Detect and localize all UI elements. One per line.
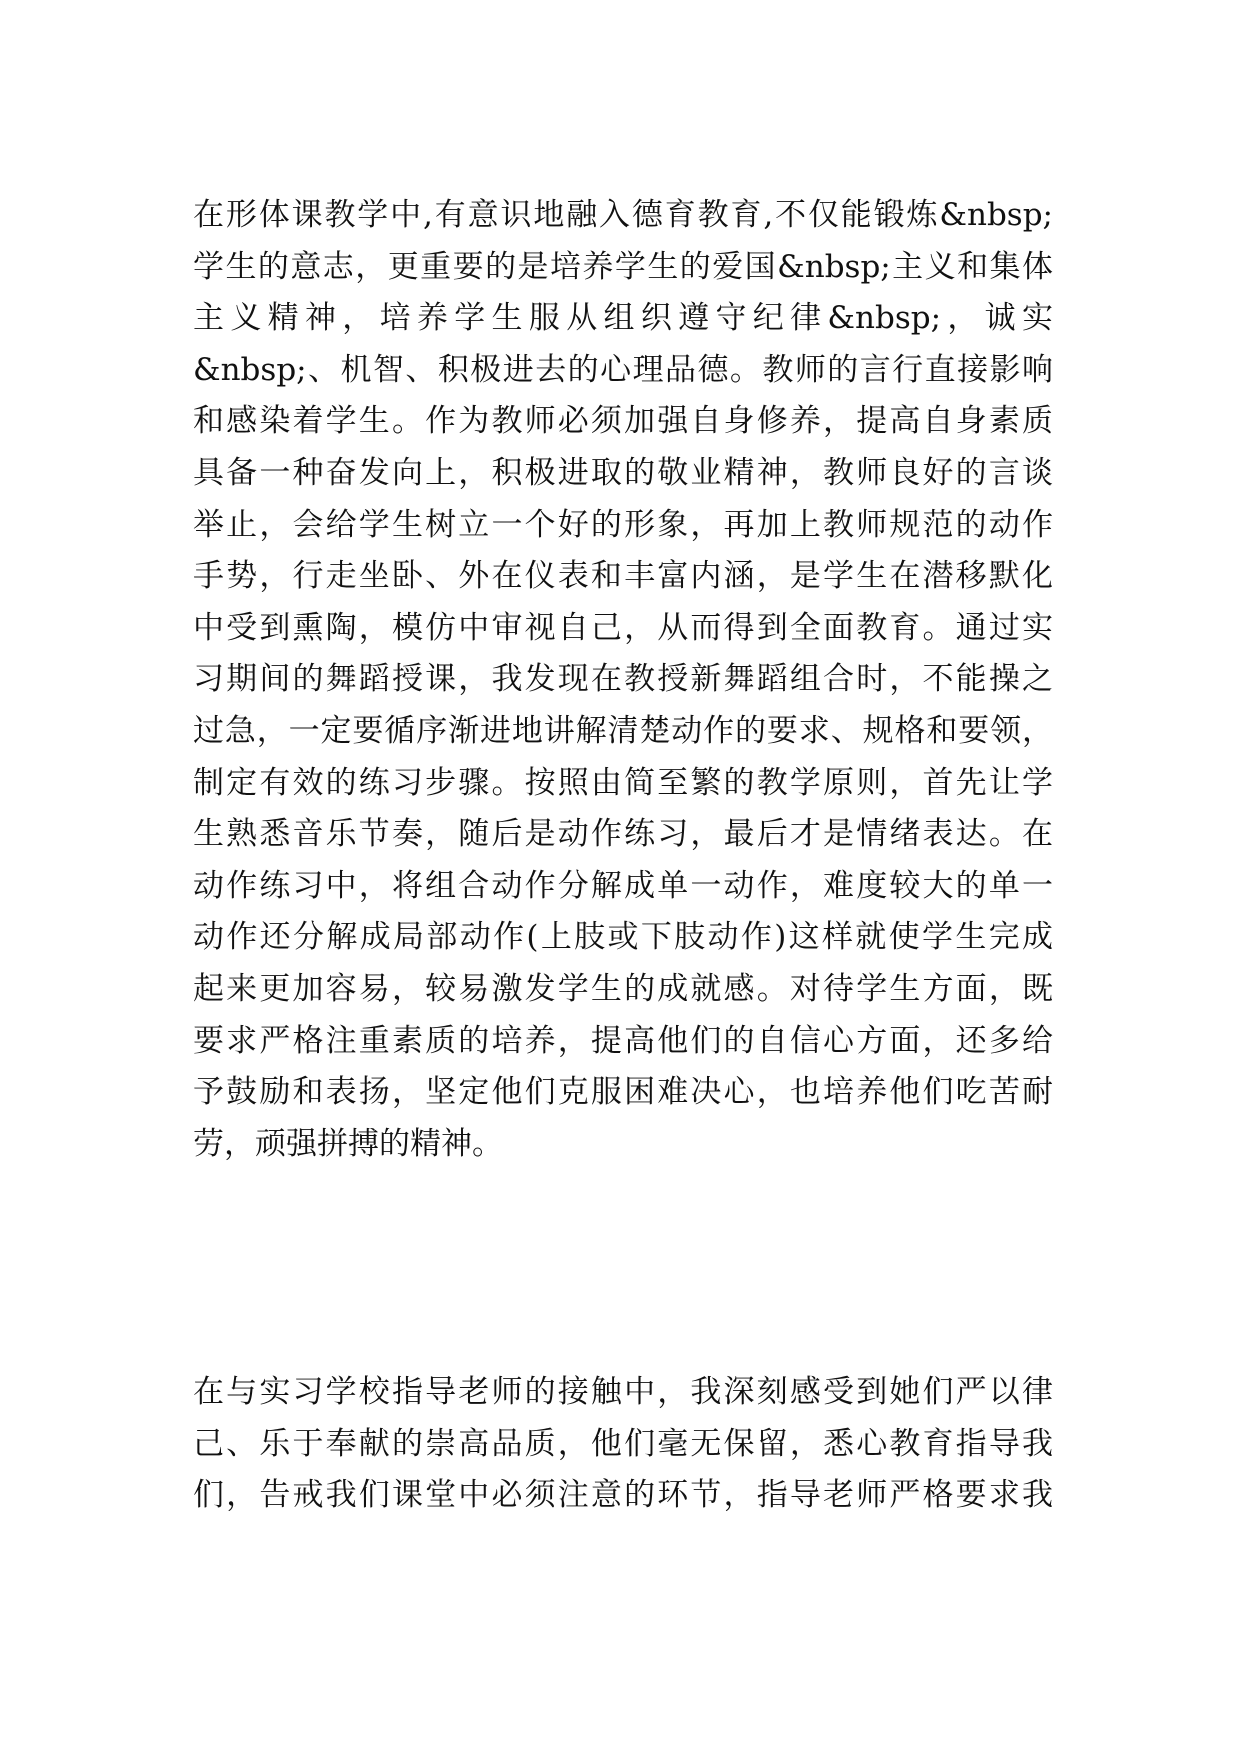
text-line: 习期间的舞蹈授课，我发现在教授新舞蹈组合时，不能操之 [193,661,1053,698]
text-line: 起来更加容易，较易激发学生的成就感。对待学生方面，既 [193,970,1053,1007]
text-line: 己、乐于奉献的崇高品质，他们毫无保留，悉心教育指导我 [193,1425,1053,1462]
text-line: &nbsp;、机智、积极进去的心理品德。教师的言行直接影响 [193,351,1053,388]
text-line: 予鼓励和表扬，坚定他们克服困难决心，也培养他们吃苦耐 [193,1074,1053,1111]
text-line: 在形体课教学中,有意识地融入德育教育,不仅能锻炼&nbsp; [193,197,1053,233]
text-line: 学生的意志，更重要的是培养学生的爱国&nbsp;主义和集体 [193,248,1053,285]
text-line: 在与实习学校指导老师的接触中，我深刻感受到她们严以律 [193,1374,1053,1410]
paragraph-2 [193,1367,1053,1522]
text-line: 生熟悉音乐节奏，随后是动作练习，最后才是情绪表达。在 [193,816,1053,853]
text-line: 劳，顽强拼搏的精神。 [193,1125,503,1162]
text-line: 要求严格注重素质的培养，提高他们的自信心方面，还多给 [193,1022,1053,1059]
text-line: 中受到熏陶，模仿中审视自己，从而得到全面教育。通过实 [193,609,1053,646]
text-line: 动作还分解成局部动作(上肢或下肢动作)这样就使学生完成 [193,919,1053,956]
text-line: 手势，行走坐卧、外在仪表和丰富内涵，是学生在潜移默化 [193,558,1053,595]
text-line: 和感染着学生。作为教师必须加强自身修养，提高自身素质 [193,403,1053,440]
text-line: 制定有效的练习步骤。按照由简至繁的教学原则，首先让学 [193,764,1053,801]
text-line: 们，告戒我们课堂中必须注意的环节，指导老师严格要求我 [193,1477,1053,1514]
text-line: 具备一种奋发向上，积极进取的敬业精神，教师良好的言谈 [193,454,1053,491]
text-line: 举止，会给学生树立一个好的形象，再加上教师规范的动作 [193,506,1053,543]
text-line: 过急，一定要循序渐进地讲解清楚动作的要求、规格和要领， [193,712,1053,749]
text-line: 动作练习中，将组合动作分解成单一动作，难度较大的单一 [193,867,1053,904]
text-line: 主义精神，培养学生服从组织遵守纪律&nbsp;，诚实 [193,300,1053,337]
paragraph-1 [193,190,1053,1170]
